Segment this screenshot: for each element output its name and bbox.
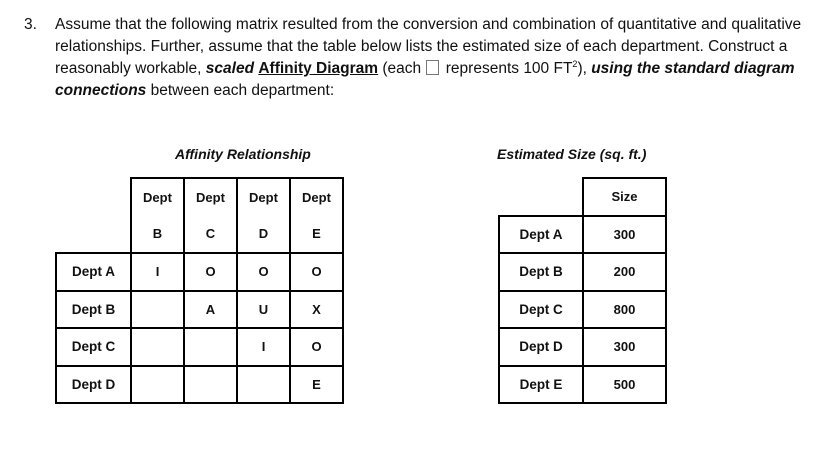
affinity-matrix [55,177,344,404]
header-row [56,178,343,216]
header-letter: C [184,216,237,254]
size-row [499,253,666,291]
question-text-part: ), [577,60,592,77]
question-body [55,14,824,102]
relationship-cell: O [237,253,290,291]
header-letter-row [56,216,343,254]
relationship-cell [131,328,184,366]
relationship-cell [184,328,237,366]
header-letter: D [237,216,290,254]
relationship-cell: U [237,291,290,329]
size-value: 500 [583,366,666,404]
superscript: 2 [572,58,578,69]
size-row [499,328,666,366]
question-text-part: (each [378,60,426,77]
size-caption: Estimated Size (sq. ft.) [497,146,647,162]
relationship-cell [131,291,184,329]
affinity-caption: Affinity Relationship [175,146,311,162]
matrix-row [56,291,343,329]
question-text [24,14,824,102]
matrix-row [56,253,343,291]
square-icon [426,60,439,75]
size-value: 800 [583,291,666,329]
question-text-part: represents 100 FT [441,60,573,77]
relationship-cell: E [290,366,343,404]
relationship-cell: I [131,253,184,291]
size-table [498,177,667,404]
question-text-part: between each department: [146,82,335,99]
size-header-row [499,178,666,216]
size-value: 300 [583,328,666,366]
emphasis-affinity-diagram: Affinity Diagram [258,60,379,77]
relationship-cell [131,366,184,404]
size-header: Size [583,178,666,216]
matrix-row [56,366,343,404]
size-row [499,216,666,254]
corner-cell [56,216,131,254]
header-cell: Dept [290,178,343,216]
header-letter: B [131,216,184,254]
row-label: Dept D [56,366,131,404]
dept-label: Dept E [499,366,583,404]
relationship-cell [184,366,237,404]
relationship-cell: X [290,291,343,329]
corner-cell [499,178,583,216]
question-number: 3. [24,16,37,33]
relationship-cell: O [184,253,237,291]
header-letter: E [290,216,343,254]
row-label: Dept A [56,253,131,291]
size-value: 300 [583,216,666,254]
dept-label: Dept A [499,216,583,254]
size-value: 200 [583,253,666,291]
dept-label: Dept D [499,328,583,366]
size-row [499,291,666,329]
relationship-cell: O [290,253,343,291]
header-cell: Dept [131,178,184,216]
relationship-cell: O [290,328,343,366]
row-label: Dept C [56,328,131,366]
dept-label: Dept B [499,253,583,291]
size-row [499,366,666,404]
relationship-cell: I [237,328,290,366]
emphasis-standard-connections: using the standard diagram connections [55,60,795,99]
corner-cell [56,178,131,216]
relationship-cell [237,366,290,404]
emphasis-scaled: scaled [205,60,255,77]
header-cell: Dept [237,178,290,216]
question-text-part: Assume that the following matrix resulted from the conversion and combination of quantitative and qualitative relationships. Further, assume that the table below lists the estimated size of each department. Construct a reasonably workable, [55,16,802,77]
header-cell: Dept [184,178,237,216]
dept-label: Dept C [499,291,583,329]
matrix-row [56,328,343,366]
row-label: Dept B [56,291,131,329]
relationship-cell: A [184,291,237,329]
